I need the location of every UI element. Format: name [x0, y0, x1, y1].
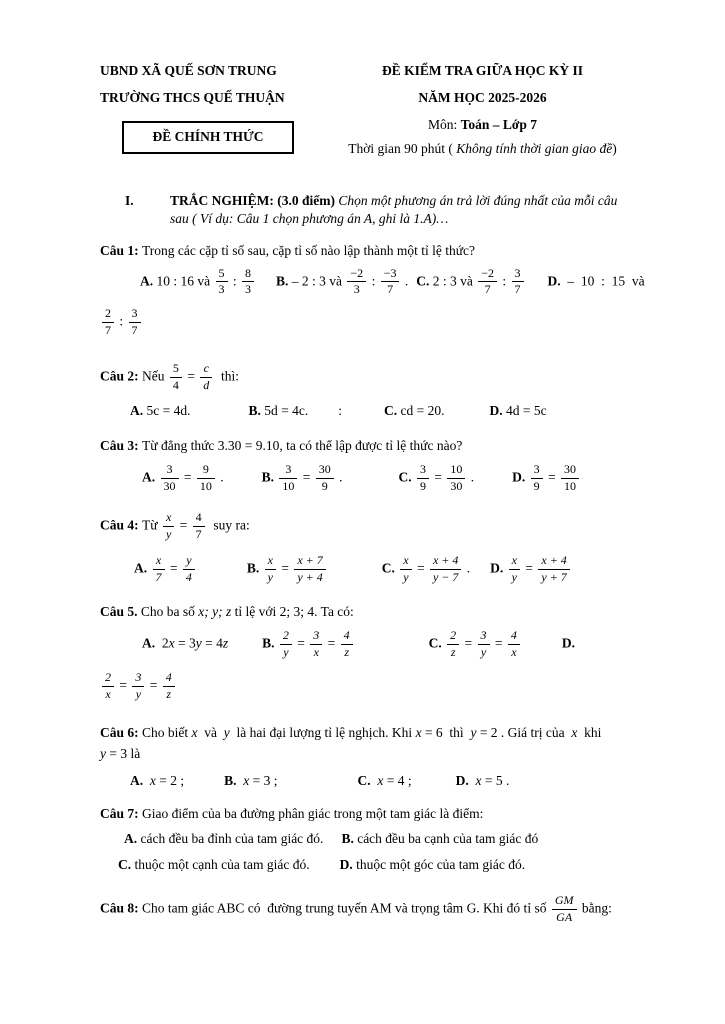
fraction-numerator: 5: [216, 267, 228, 283]
fraction: [447, 463, 465, 494]
text-line: [100, 892, 637, 927]
fraction-denominator: y − 7: [432, 569, 459, 584]
bold-text: A.: [140, 272, 154, 288]
fraction-denominator: y + 4: [297, 569, 323, 584]
fraction-numerator: 3: [161, 463, 179, 479]
fraction: [163, 511, 174, 542]
fraction-numerator: 9: [197, 463, 215, 479]
text: thì:: [214, 368, 240, 384]
text: Từ: [142, 517, 161, 533]
fraction: [310, 629, 322, 660]
bold-text: A.: [142, 469, 156, 485]
bold-text: B.: [261, 469, 275, 485]
time-prefix: Thời gian 90 phút (: [348, 140, 457, 156]
fraction-numerator: 30: [561, 463, 579, 479]
fraction-numerator: 2: [280, 629, 292, 645]
fraction-numerator: −2: [347, 267, 366, 283]
text: – 2 : 3 và: [288, 272, 346, 288]
text-line: [100, 772, 637, 790]
bold-text: Câu 5.: [100, 603, 141, 619]
text: Cho ba số: [140, 603, 199, 619]
fraction: [316, 463, 334, 494]
fraction-denominator: x: [313, 644, 319, 659]
fraction-numerator: x + 7: [294, 554, 325, 570]
fraction-denominator: d: [203, 377, 210, 392]
fraction-denominator: 7: [155, 569, 162, 584]
issuer-line-1: UBND XÃ QUẾ SƠN TRUNG: [100, 63, 277, 78]
fraction: [538, 554, 569, 585]
text: 2: [155, 635, 169, 651]
fraction: [265, 554, 276, 585]
fraction-denominator: 9: [420, 478, 427, 493]
text-line: [100, 724, 637, 742]
italic-text: x: [571, 724, 578, 740]
fraction: [294, 554, 325, 585]
fraction-numerator: 30: [316, 463, 334, 479]
time-note: Không tính thời gian giao đề: [456, 140, 613, 156]
fraction-denominator: 9: [321, 478, 328, 493]
fraction-numerator: 4: [508, 629, 520, 645]
fraction-numerator: 3: [132, 671, 144, 687]
bold-text: B.: [246, 560, 260, 576]
text: Giao điểm của ba đường phân giác trong một tam giác là điểm:: [142, 805, 484, 821]
text: =: [146, 677, 161, 693]
text-line: [100, 669, 637, 704]
question-6: [100, 724, 637, 791]
fraction-denominator: GA: [556, 910, 573, 925]
fraction-denominator: y: [165, 527, 172, 542]
fraction-denominator: 7: [105, 322, 111, 337]
question-7: [100, 805, 637, 875]
fraction-denominator: 7: [484, 282, 491, 297]
bold-text: Câu 7:: [100, 805, 143, 821]
text: 4d = 5c: [502, 403, 547, 419]
bold-text: A.: [142, 635, 156, 651]
fraction-denominator: 3: [245, 282, 252, 297]
fraction-numerator: y: [183, 554, 195, 570]
fraction-denominator: y: [403, 569, 409, 584]
fraction-numerator: x: [163, 511, 174, 527]
text: [503, 560, 506, 575]
text: :: [116, 313, 127, 329]
italic-text: z: [222, 635, 229, 651]
bold-text: A.: [130, 773, 144, 789]
fraction: [102, 671, 114, 702]
italic-text: y: [195, 635, 202, 651]
fraction: [478, 629, 490, 660]
bold-text: B.: [248, 403, 261, 419]
time-line: [328, 140, 637, 158]
fraction: [193, 511, 205, 542]
fraction: [242, 267, 254, 298]
text: [442, 635, 445, 650]
bold-text: A.: [134, 560, 148, 576]
text: [155, 469, 158, 484]
fraction-denominator: x: [105, 687, 111, 702]
question-4: [100, 509, 637, 586]
bold-text: Câu 3:: [100, 437, 143, 453]
text: [469, 773, 476, 788]
text: :: [338, 403, 342, 419]
text: 5c = 4d.: [143, 403, 191, 419]
text: =: [413, 560, 428, 576]
bold-text: B.: [224, 773, 237, 789]
bold-text: B.: [276, 272, 289, 288]
italic-text: x; y; z: [198, 603, 232, 619]
bold-text: C.: [381, 560, 395, 576]
bold-text: B.: [262, 635, 275, 651]
fraction-denominator: 9: [533, 478, 540, 493]
text: = 2 ;: [155, 773, 185, 789]
text: = 3 ;: [249, 773, 278, 789]
fraction: [341, 629, 353, 660]
fraction-numerator: GM: [552, 894, 577, 910]
fraction: [163, 671, 175, 702]
text: =: [461, 635, 476, 651]
bold-text: B.: [341, 830, 354, 846]
fraction-denominator: 7: [514, 282, 521, 297]
text: =: [176, 517, 191, 533]
fraction-denominator: y: [135, 687, 142, 702]
text: .: [401, 272, 409, 288]
fraction: [279, 463, 297, 494]
text: bằng:: [578, 900, 612, 916]
text: =: [431, 469, 446, 485]
fraction: [216, 267, 228, 298]
text: [412, 469, 415, 484]
text: .: [467, 469, 475, 485]
fraction-numerator: x: [265, 554, 276, 570]
fraction-numerator: 3: [129, 307, 141, 323]
text: 2 : 3 và: [429, 272, 477, 288]
text: [259, 560, 262, 575]
fraction: [447, 629, 459, 660]
italic-text: x: [415, 724, 422, 740]
text-line: [100, 856, 637, 874]
fraction: [478, 267, 497, 298]
italic-text: y: [470, 724, 477, 740]
fraction-numerator: 3: [531, 463, 543, 479]
fraction: [347, 267, 366, 298]
header-row-1: [100, 62, 637, 80]
text: =: [544, 469, 560, 485]
text: = 4: [201, 635, 223, 651]
text-line: [100, 745, 637, 763]
section-body: [170, 192, 637, 228]
text: 5d = 4c.: [260, 403, 309, 419]
text: [525, 469, 528, 484]
subject-line: [328, 116, 637, 134]
fraction-denominator: z: [450, 644, 456, 659]
text: =: [183, 368, 199, 384]
text: = 3: [174, 635, 196, 651]
time-suffix: ): [612, 140, 617, 156]
bold-text: Câu 8:: [100, 900, 143, 916]
fraction: [509, 554, 520, 585]
text: = 6 thì: [421, 724, 471, 740]
text: [143, 773, 150, 788]
text: thuộc một góc của tam giác đó.: [352, 857, 526, 873]
bold-text: Câu 6:: [100, 724, 143, 740]
fraction-numerator: 3: [478, 629, 490, 645]
text: =: [324, 635, 339, 651]
fraction-numerator: 4: [163, 671, 175, 687]
fraction-numerator: 2: [447, 629, 459, 645]
italic-text: x: [377, 773, 384, 789]
subject-value: Toán – Lớp 7: [460, 117, 538, 133]
bold-text: C.: [384, 403, 398, 419]
subject-separator: :: [453, 117, 461, 133]
bold-text: C.: [118, 857, 132, 873]
text: cách đều ba cạnh của tam giác đó: [353, 830, 539, 846]
fraction-numerator: 3: [279, 463, 297, 479]
text: =: [491, 635, 506, 651]
italic-text: x: [149, 773, 156, 789]
fraction: [417, 463, 429, 494]
fraction-denominator: 4: [172, 377, 179, 392]
subject-time-column: [328, 116, 637, 157]
fraction-denominator: y: [267, 569, 273, 584]
text: Cho tam giác ABC có đường trung tuyến AM và trọng tâm G. Khi đó tỉ số: [142, 900, 550, 916]
fraction-numerator: x: [509, 554, 520, 570]
question-3: [100, 437, 637, 496]
text: tỉ lệ với 2; 3; 4. Ta có:: [231, 603, 354, 619]
fraction: [200, 362, 212, 393]
question-2: [100, 360, 637, 421]
fraction-numerator: x + 4: [538, 554, 569, 570]
text-line: [100, 360, 637, 395]
text: = 4 ;: [383, 773, 412, 789]
bold-text: C.: [416, 272, 430, 288]
bold-text: D.: [512, 469, 526, 485]
italic-text: x: [243, 773, 250, 789]
fraction: [552, 894, 577, 925]
text: khi: [577, 724, 602, 740]
fraction-denominator: z: [344, 644, 349, 659]
italic-text: y: [223, 724, 230, 740]
fraction: [280, 629, 292, 660]
text: suy ra:: [206, 517, 250, 533]
fraction: [161, 463, 179, 494]
bold-text: Câu 4:: [100, 517, 143, 533]
fraction: [153, 554, 165, 585]
fraction-denominator: y: [511, 569, 517, 584]
fraction: [381, 267, 400, 298]
text: =: [277, 560, 293, 576]
question-1: [100, 242, 645, 339]
fraction-numerator: 3: [512, 267, 524, 283]
text: [274, 469, 277, 484]
text-line: [100, 265, 645, 300]
text: =: [116, 677, 131, 693]
fraction: [508, 629, 520, 660]
text: =: [293, 635, 309, 651]
text-line: [100, 437, 637, 455]
text: 10 : 16 và: [153, 272, 214, 288]
fraction: [132, 671, 144, 702]
text: =: [522, 560, 537, 576]
fraction-denominator: y + 7: [541, 569, 567, 584]
fraction-numerator: 4: [193, 511, 205, 527]
exam-title: ĐỀ KIỂM TRA GIỮA HỌC KỲ II: [381, 63, 584, 78]
official-box-column: [100, 116, 328, 157]
fraction-denominator: z: [166, 687, 172, 702]
italic-text: x: [191, 724, 198, 740]
text-line: [100, 242, 637, 260]
italic-text: y: [100, 746, 106, 762]
fraction: [561, 463, 579, 494]
fraction-denominator: 30: [163, 478, 176, 493]
text: và: [197, 724, 224, 740]
text: – 10 : 15 và: [560, 272, 645, 288]
text: Trong các cặp tỉ số sau, cặp tỉ số nào lập thành một tỉ lệ thức?: [142, 243, 476, 259]
text: Cho biết: [142, 724, 192, 740]
fraction-denominator: 7: [195, 527, 202, 542]
fraction-numerator: −3: [381, 267, 400, 283]
fraction: [512, 267, 524, 298]
fraction-denominator: 7: [387, 282, 394, 297]
text-line: [100, 461, 637, 496]
fraction-numerator: 10: [447, 463, 465, 479]
fraction-denominator: y: [480, 644, 487, 659]
fraction-numerator: 2: [102, 671, 114, 687]
fraction: [170, 362, 182, 393]
fraction-numerator: 3: [417, 463, 429, 479]
section-heading: [100, 192, 637, 228]
text-line: [100, 830, 637, 848]
text-line: [100, 552, 637, 587]
bold-text: C.: [357, 773, 371, 789]
bold-text: D.: [455, 773, 469, 789]
text: Từ đẳng thức 3.30 = 9.10, ta có thể lập được tỉ lệ thức nào?: [142, 437, 463, 453]
bold-text: C.: [428, 635, 442, 651]
text: .: [216, 469, 224, 485]
text: =: [180, 469, 195, 485]
text: là hai đại lượng tỉ lệ nghịch. Khi: [229, 724, 416, 740]
bold-text: D.: [489, 403, 503, 419]
text: [275, 635, 278, 650]
text: [147, 560, 150, 575]
text-line: [100, 509, 637, 544]
text-line: [100, 603, 637, 621]
fraction: [102, 307, 114, 338]
bold-text: Câu 2:: [100, 368, 143, 384]
fraction-denominator: 10: [199, 478, 212, 493]
text-line: [100, 627, 637, 662]
italic-text: x: [475, 773, 482, 789]
fraction-denominator: 4: [185, 569, 192, 584]
fraction: [129, 307, 141, 338]
fraction-numerator: 3: [310, 629, 322, 645]
text: .: [463, 560, 471, 576]
fraction-denominator: 3: [218, 282, 225, 297]
text: = 2 . Giá trị của: [476, 724, 572, 740]
bold-text: D.: [490, 560, 504, 576]
text: = 3 là: [106, 746, 141, 762]
fraction-denominator: 10: [282, 478, 295, 493]
bold-text: C.: [398, 469, 412, 485]
header-row-2: [100, 89, 637, 107]
text: =: [166, 560, 181, 576]
section-numeral: I.: [125, 192, 134, 208]
document-header: [100, 62, 637, 158]
bold-text: A.: [130, 403, 144, 419]
fraction-denominator: 3: [353, 282, 360, 297]
text: = 5 .: [481, 773, 510, 789]
fraction-numerator: c: [200, 362, 212, 378]
bold-text: D.: [547, 272, 561, 288]
question-8: [100, 892, 637, 927]
section-instruction: Chọn một phương án trả lời đúng nhất của mỗi câu sau ( Ví dụ: Câu 1 chọn phương án A, ghi là 1.A)…: [170, 192, 621, 227]
fraction-numerator: x: [153, 554, 165, 570]
fraction-numerator: 5: [170, 362, 182, 378]
text: =: [299, 469, 314, 485]
fraction-numerator: x + 4: [430, 554, 461, 570]
fraction: [400, 554, 411, 585]
fraction: [183, 554, 195, 585]
text: .: [335, 469, 343, 485]
subject-label: Môn: [427, 117, 454, 133]
text: Nếu: [142, 368, 168, 384]
fraction-denominator: y: [283, 644, 289, 659]
fraction-denominator: 30: [450, 478, 463, 493]
bold-text: D.: [561, 635, 576, 651]
header-row-3: [100, 116, 637, 157]
text: cách đều ba đỉnh của tam giác đó.: [137, 830, 324, 846]
section-title: TRẮC NGHIỆM: (3.0 điểm): [170, 192, 335, 208]
questions-list: [100, 242, 645, 927]
bold-text: D.: [339, 857, 353, 873]
text: :: [229, 272, 241, 288]
issuer-line-2: TRƯỜNG THCS QUẾ THUẬN: [100, 90, 285, 106]
fraction-numerator: 8: [242, 267, 254, 283]
question-5: [100, 603, 637, 704]
fraction-numerator: 4: [341, 629, 353, 645]
bold-text: Câu 1:: [100, 243, 143, 259]
text-line: [100, 805, 637, 823]
fraction-denominator: 10: [564, 478, 577, 493]
text-line: [100, 305, 637, 340]
text: cd = 20.: [397, 403, 445, 419]
fraction-numerator: x: [400, 554, 411, 570]
fraction-numerator: −2: [478, 267, 497, 283]
text: :: [499, 272, 510, 288]
italic-text: x: [168, 635, 175, 651]
text-line: [100, 402, 637, 420]
fraction: [430, 554, 461, 585]
fraction-numerator: 2: [102, 307, 114, 323]
bold-text: A.: [124, 830, 138, 846]
text: :: [368, 272, 379, 288]
fraction: [197, 463, 215, 494]
school-year: NĂM HỌC 2025-2026: [418, 90, 547, 106]
official-exam-box: ĐỀ CHÍNH THỨC: [122, 121, 294, 153]
fraction-denominator: 7: [131, 322, 138, 337]
fraction: [531, 463, 543, 494]
fraction-denominator: x: [511, 644, 517, 659]
text: [395, 560, 398, 575]
text: thuộc một cạnh của tam giác đó.: [131, 857, 310, 873]
